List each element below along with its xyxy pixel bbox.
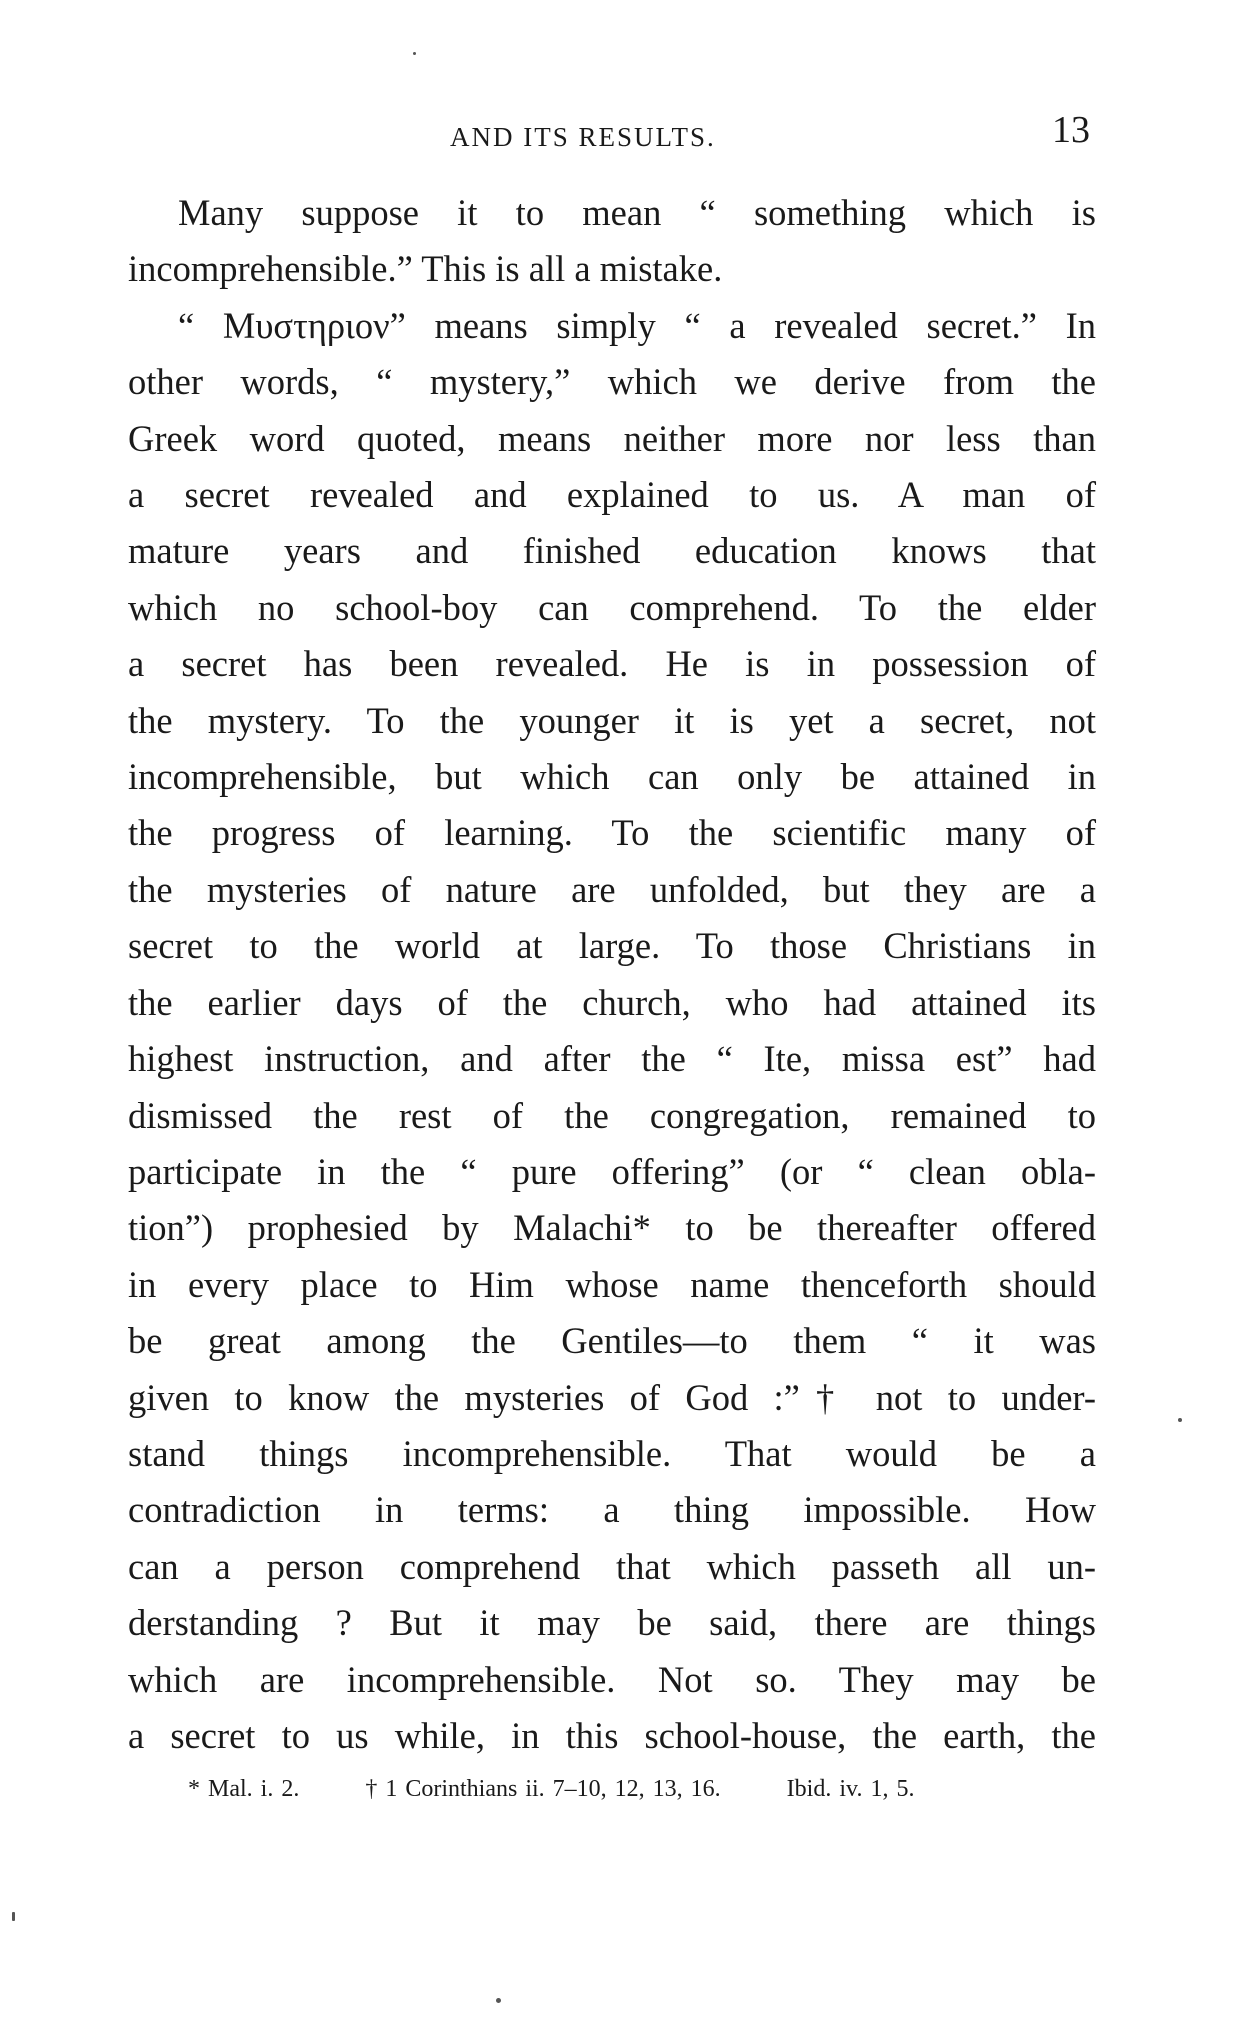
footnote-ibid: Ibid. iv. 1, 5. [786, 1776, 915, 1802]
text-line: can a person comprehend that which passeth all un- [128, 1545, 1096, 1587]
footnote-malachi: * Mal. i. 2. [188, 1776, 300, 1802]
scan-speck [12, 1912, 15, 1921]
text-line: incomprehensible.” This is all a mistake. [128, 248, 723, 290]
text-line: given to know the mysteries of God :”† not to under- [128, 1376, 1096, 1418]
text-line: contradiction in terms: a thing impossible. How [128, 1489, 1096, 1531]
text-line: highest instruction, and after the “ Ite, missa est” had [128, 1038, 1096, 1080]
text-line: the mystery. To the younger it is yet a secret, not [128, 699, 1096, 741]
footnotes [188, 1776, 1128, 1803]
text-line: which are incomprehensible. Not so. They may be [128, 1658, 1096, 1700]
text-line: Many suppose it to mean “ something which is [178, 192, 1096, 233]
page-header [130, 108, 1090, 158]
text-line: “ Μυστηριον” means simply “ a revealed secret.” In [178, 304, 1096, 346]
text-line: secret to the world at large. To those Christians in [128, 925, 1096, 967]
text-line: tion”) prophesied by Malachi* to be thereafter offered [128, 1207, 1096, 1249]
text-line: derstanding ? But it may be said, there are things [128, 1602, 1096, 1644]
text-line: incomprehensible, but which can only be attained in [128, 756, 1096, 798]
scan-speck [496, 1998, 501, 2003]
running-head: AND ITS RESULTS. [450, 122, 716, 152]
text-line: Greek word quoted, means neither more nor less than [128, 417, 1096, 459]
footnote-corinthians: † 1 Corinthians ii. 7–10, 12, 13, 16. [365, 1776, 721, 1802]
text-line: the earlier days of the church, who had attained its [128, 981, 1096, 1023]
scan-speck [1178, 1418, 1182, 1422]
text-line: other words, “ mystery,” which we derive from the [128, 361, 1096, 403]
text-line: be great among the Gentiles—to them “ it was [128, 1320, 1096, 1362]
text-line: mature years and finished education knows that [128, 530, 1096, 572]
body-text [128, 185, 1096, 1764]
text-line: a secret to us while, in this school-house, the earth, the [128, 1714, 1096, 1756]
page-number: 13 [1052, 109, 1090, 151]
text-line: dismissed the rest of the congregation, remained to [128, 1094, 1096, 1136]
text-line: which no school-boy can comprehend. To the elder [128, 586, 1096, 628]
text-line: stand things incomprehensible. That would be a [128, 1432, 1096, 1474]
scan-speck [413, 52, 416, 55]
text-line: a secret has been revealed. He is in possession of [128, 643, 1096, 685]
text-line: a secret revealed and explained to us. A man of [128, 474, 1096, 516]
text-line: in every place to Him whose name thenceforth should [128, 1263, 1096, 1305]
text-line: the mysteries of nature are unfolded, but they are a [128, 868, 1096, 910]
text-line: the progress of learning. To the scientific many of [128, 812, 1096, 854]
text-line: participate in the “ pure offering” (or “ clean obla- [128, 1150, 1096, 1192]
